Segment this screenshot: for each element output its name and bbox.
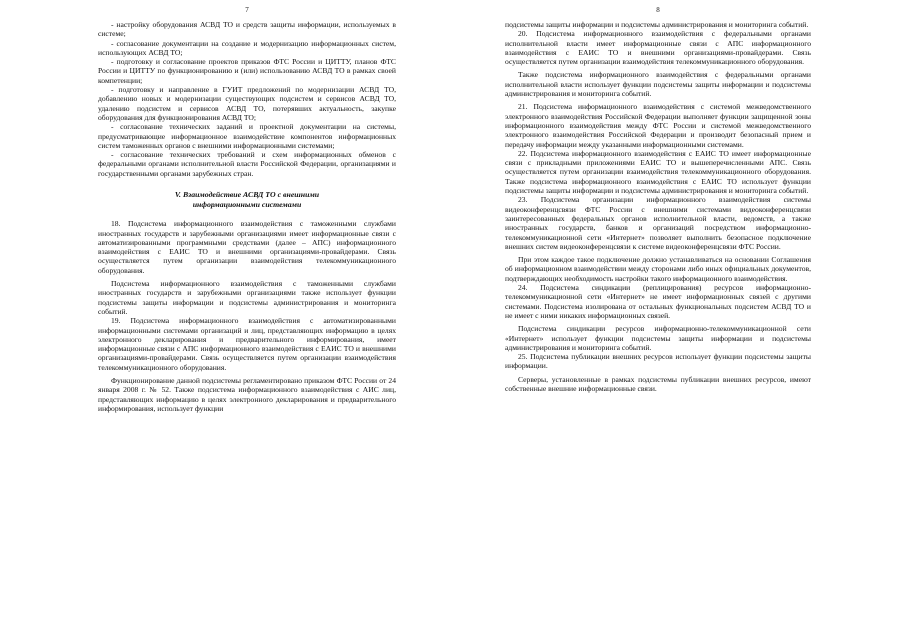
list-item: - согласование технических заданий и проектной документации на системы, предусматривающие информационное взаимодействие компонентов информационных систем таможенных органов с внешними информационными системами; xyxy=(98,122,396,150)
paragraph: Функционирование данной подсистемы регламентировано приказом ФТС России от 24 января 2008 г. № 52. Также подсистема информационного взаимодействия с АИС лиц, представляющих информацию в целях электронного декларирования и предварительного информирования, использует функции xyxy=(98,375,396,413)
left-page xyxy=(98,0,396,640)
paragraph: Также подсистема информационного взаимодействия с федеральными органами исполнительной власти использует функции подсистемы защиты информации и подсистемы администрирования и мониторинга событий. xyxy=(505,70,811,99)
paragraph: При этом каждое такое подключение должно устанавливаться на основании Соглашения об информационном взаимодействии между сторонами либо иных официальных документов, подтверждающих необходимость настройки такого информационного взаимодействия. xyxy=(505,255,811,283)
paragraph: 25. Подсистема публикации внешних ресурсов использует функции подсистемы защиты информации. xyxy=(505,352,811,371)
paragraph: Серверы, установленные в рамках подсистемы публикации внешних ресурсов, имеют собственные внешние информационные связи. xyxy=(505,374,811,393)
paragraph: 22. Подсистема информационного взаимодействия с ЕАИС ТО имеет информационные связи с прикладными приложениями ЕАИС ТО и вышеперечисленными АПС. Связь осуществляется путем организации взаимодействия телекоммуникационного оборудования. Также подсистема информационного взаимодействия с ЕАИС ТО использует функции подсистемы защиты информации и подсистемы администрирования и мониторинга событий. xyxy=(505,148,811,196)
list-item: - согласование документации на создание и модернизацию информационных систем, использующих АСВД ТО; xyxy=(98,38,396,57)
section-title: V. Взаимодействие АСВД ТО с внешними информационными системами xyxy=(174,190,320,209)
list-item: - подготовку и согласование проектов приказов ФТС России и ЦИТТУ, планов ФТС России и ЦИТТУ по функционированию и (или) использованию АСВД ТО в рамках своей компетенции; xyxy=(98,57,396,85)
list-item: - согласование технических требований и схем информационных обменов с федеральными органами исполнительной власти Российской Федерации, организациями и государственными органами зарубежных стран. xyxy=(98,150,396,178)
paragraph: подсистемы защиты информации и подсистемы администрирования и мониторинга событий. xyxy=(505,20,809,29)
paragraph: 24. Подсистема синдикации (реплицирования) ресурсов информационно-телекоммуникационной сети «Интернет» не имеет информационных связей с другими системами. Подсистема изолирована от остальных функциональных подсистем АСВД ТО и не имеет с ними никаких информационных связей. xyxy=(505,283,811,320)
paragraph: Подсистема информационного взаимодействия с таможенными службами иностранных государств и зарубежными организациями также использует функции подсистемы защиты информации и подсистемы администрирования и мониторинга событий. xyxy=(98,279,396,316)
paragraph: 23. Подсистема организации информационного взаимодействия системы видеоконференцсвязи ФТС России с внешними системами видеоконференцсвязи заинтересованных федеральных органов исполнительной власти, ведомств, а также иностранных государств, банков и организаций посредством информационно-телекоммуникационной сети «Интернет» позволяет выполнить безопасное подключение внешних систем видеоконференцсвязи к системе видеоконференцсвязи ФТС России. xyxy=(505,195,811,251)
right-page xyxy=(505,0,811,640)
list-item: - подготовку и направление в ГУИТ предложений по модернизации АСВД ТО, добавлению новых и модернизации существующих подсистем и сервисов АСВД ТО, удалению подсистем и сервисов АСВД ТО, потерявших актуальность, закупке оборудования для функционирования АСВД ТО; xyxy=(98,85,396,122)
paragraph: 20. Подсистема информационного взаимодействия с федеральными органами исполнительной власти имеет информационные связи с АПС информационного взаимодействия с ЕАИС ТО и внешними организациями-провайдерами. Связь осуществляется путем организации взаимодействия телекоммуникационного оборудования. xyxy=(505,29,811,67)
list-item: - настройку оборудования АСВД ТО и средств защиты информации, используемых в системе; xyxy=(98,20,396,39)
paragraph: 19. Подсистема информационного взаимодействия с автоматизированными информационными системами организаций и лиц, представляющих информацию в целях электронного декларирования и предварительного информирования, имеет информационные связи с АПС информационного взаимодействия с ЕАИС ТО и внешними организациями-провайдерами. Связь осуществляется путем организации взаимодействия телекоммуникационного оборудования. xyxy=(98,316,396,372)
paragraph: Подсистема синдикации ресурсов информационно-телекоммуникационной сети «Интернет» использует функции подсистемы защиты информации и подсистемы администрирования и мониторинга событий. xyxy=(505,324,811,352)
paragraph: 18. Подсистема информационного взаимодействия с таможенными службами иностранных государств и зарубежными организациями имеет информационные связи с автоматизированными программными средствами (далее – АПС) информационного взаимодействия с ЕАИС ТО и внешними организациями-провайдерами. Связь осуществляется путем организации взаимодействия телекоммуникационного оборудования. xyxy=(98,219,396,275)
paragraph: 21. Подсистема информационного взаимодействия с системой межведомственного электронного взаимодействия Российской Федерации выполняет функции защищенной зоны информационного взаимодействия между ФТС России и системой межведомственного электронного взаимодействия Российской Федерации и производит безопасный прием и передачу информации между указанными информационными системами. xyxy=(505,102,811,149)
page-number: 7 xyxy=(245,6,249,14)
page-number: 8 xyxy=(656,6,660,14)
